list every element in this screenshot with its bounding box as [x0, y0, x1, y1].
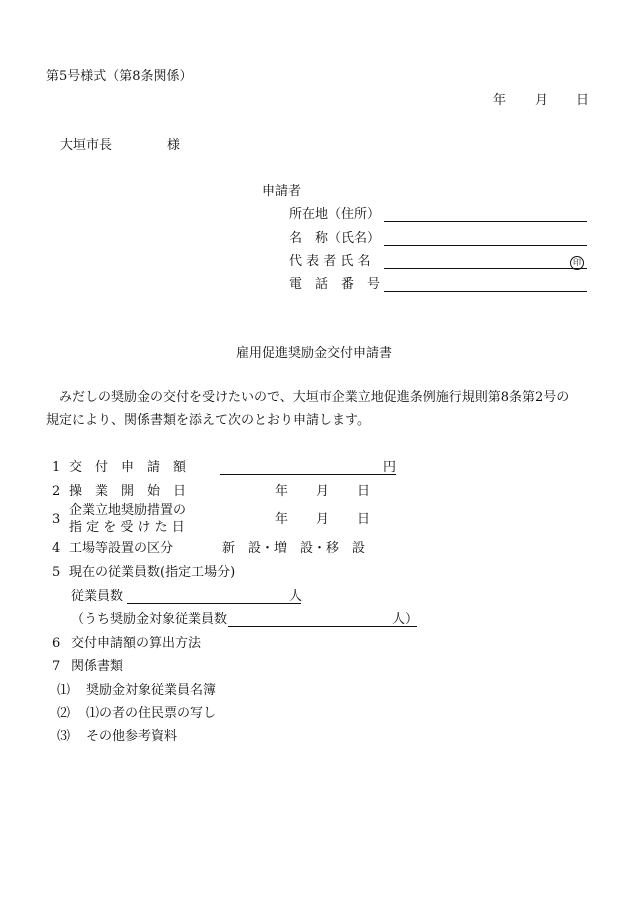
item-5-label: 現在の従業員数(指定工場分) [69, 565, 236, 580]
item-4-label: 工場等設置の区分 [69, 541, 174, 556]
item-6-number: 6 [52, 636, 61, 651]
grant-amount-field[interactable] [220, 460, 396, 475]
applicant-name-row [289, 231, 380, 247]
representative-label: 代 表 者 氏 名 [289, 254, 371, 269]
item-1-label: 交 付 申 請 額 [69, 460, 187, 475]
item-3-label-line-1: 企業立地奨励措置の [69, 503, 187, 518]
eligible-employee-unit: 人） [392, 612, 419, 627]
applicant-address-row [289, 207, 380, 223]
item-3-number: 3 [52, 512, 61, 527]
name-field[interactable] [384, 231, 587, 246]
eligible-employee-field[interactable] [228, 612, 417, 627]
address-label: 所在地（住所） [289, 207, 381, 222]
document-title: 雇用促進奨励金交付申請書 [236, 346, 393, 361]
employee-count-label: 従業員数 [71, 589, 124, 604]
applicant-phone-row [289, 277, 380, 293]
eligible-employee-label: （うち奨励金対象従業員数 [71, 612, 228, 627]
date-year-label: 年 [493, 93, 507, 108]
date-month-label: 月 [535, 93, 549, 108]
item-6-label: 交付申請額の算出方法 [71, 636, 202, 651]
seal-icon: 印 [570, 256, 584, 270]
date-day-label: 日 [576, 93, 590, 108]
designation-date-day: 日 [357, 512, 371, 527]
document-1-number: ⑴ [57, 683, 71, 698]
document-2-number: ⑵ [57, 706, 71, 721]
yen-unit: 円 [383, 460, 397, 475]
addressee-honorific: 様 [167, 138, 181, 153]
facility-type-options: 新 設・増 設・移 設 [222, 541, 366, 556]
designation-date-month: 月 [316, 512, 330, 527]
employee-count-unit: 人 [289, 589, 303, 604]
item-1-number: 1 [52, 460, 61, 475]
form-number: 第5号様式（第8条関係） [46, 69, 193, 84]
employee-count-field[interactable] [127, 589, 301, 604]
applicant-rep-row [289, 254, 371, 270]
item-7-label: 関係書類 [71, 659, 124, 674]
start-date-year: 年 [275, 484, 289, 499]
intro-line-1: みだしの奨励金の交付を受けたいので、大垣市企業立地促進条例施行規則第8条第2号の [59, 390, 570, 405]
item-4-number: 4 [52, 541, 61, 556]
item-2-label: 操 業 開 始 日 [69, 484, 187, 499]
start-date-month: 月 [316, 484, 330, 499]
addressee-name: 大垣市長 [60, 138, 113, 153]
name-label: 名 称（氏名） [289, 231, 381, 246]
item-2-number: 2 [52, 484, 61, 499]
intro-line-2: 規定により、関係書類を添えて次のとおり申請します。 [46, 413, 370, 428]
designation-date-year: 年 [275, 512, 289, 527]
document-3-text: その他参考資料 [86, 729, 178, 744]
address-field[interactable] [384, 207, 587, 222]
representative-field[interactable] [384, 254, 587, 269]
phone-field[interactable] [384, 277, 587, 292]
start-date-day: 日 [357, 484, 371, 499]
document-2-text: ⑴の者の住民票の写し [86, 706, 217, 721]
applicant-title: 申請者 [262, 184, 302, 199]
document-1-text: 奨励金対象従業員名簿 [86, 683, 217, 698]
item-5-number: 5 [52, 565, 61, 580]
item-7-number: 7 [52, 659, 61, 674]
phone-label: 電 話 番 号 [289, 277, 381, 292]
document-3-number: ⑶ [57, 729, 71, 744]
item-3-label-line-2: 指 定 を 受 け た 日 [69, 520, 185, 535]
